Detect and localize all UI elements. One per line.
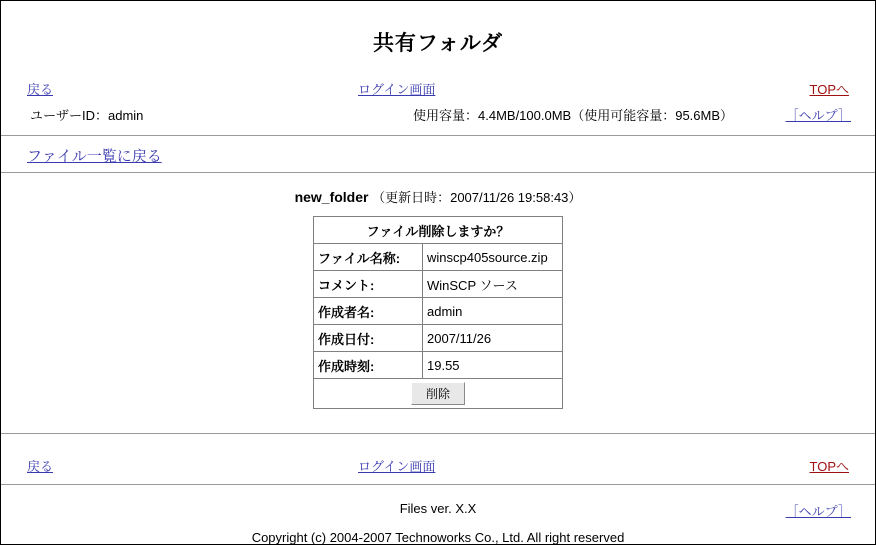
divider-top — [1, 135, 875, 136]
author-label: 作成者名: — [314, 298, 423, 325]
comment-value: WinSCP ソース — [423, 271, 563, 298]
created-time-label: 作成時刻: — [314, 352, 423, 379]
comment-label: コメント: — [314, 271, 423, 298]
back-to-file-list-row — [27, 145, 875, 166]
page-title: 共有フォルダ — [372, 32, 504, 55]
file-name-label: ファイル名称: — [314, 244, 423, 271]
top-link-bottom[interactable]: TOPへ — [809, 459, 849, 474]
table-header-row — [314, 217, 563, 244]
created-date-value: 2007/11/26 — [423, 325, 563, 352]
footer-row — [1, 501, 875, 521]
top-link-top[interactable]: TOPへ — [809, 82, 849, 97]
table-row — [314, 271, 563, 298]
table-action-row — [314, 379, 563, 409]
account-info-row — [1, 105, 875, 125]
delete-button-cell — [314, 379, 563, 409]
delete-confirm-panel — [313, 216, 563, 409]
delete-confirm-header: ファイル削除しますか？ — [314, 217, 563, 244]
version-link[interactable]: Files ver. X.X — [399, 501, 477, 516]
folder-info-row — [1, 187, 875, 206]
divider-footer — [1, 484, 875, 485]
folder-name: new_folder — [294, 189, 369, 205]
folder-updated: （更新日時：2007/11/26 19:58:43） — [372, 190, 582, 205]
created-time-value: 19.55 — [423, 352, 563, 379]
table-row — [314, 352, 563, 379]
login-screen-link-top[interactable]: ログイン画面 — [358, 82, 436, 97]
file-detail-table — [313, 216, 563, 409]
table-row — [314, 298, 563, 325]
author-value: admin — [423, 298, 563, 325]
user-id-label: ユーザーID：admin — [30, 108, 144, 123]
login-screen-link-bottom[interactable]: ログイン画面 — [358, 459, 436, 474]
help-link-bottom[interactable]: ［ヘルプ］ — [785, 504, 851, 519]
table-row — [314, 244, 563, 271]
created-date-label: 作成日付: — [314, 325, 423, 352]
back-link-bottom[interactable]: 戻る — [27, 459, 54, 474]
copyright-text: Copyright (c) 2004-2007 Technoworks Co., Ltd. All right reserved — [251, 530, 625, 545]
quota-label: 使用容量：4.4MB/100.0MB（使用可能容量：95.6MB） — [413, 108, 734, 123]
table-row — [314, 325, 563, 352]
help-link-top[interactable]: ［ヘルプ］ — [785, 108, 851, 123]
delete-button[interactable]: 削除 — [411, 382, 465, 405]
bottom-navigation — [1, 456, 875, 478]
back-link-top[interactable]: 戻る — [27, 82, 54, 97]
top-navigation — [1, 79, 875, 101]
divider-bottom — [1, 433, 875, 434]
file-name-value: winscp405source.zip — [423, 244, 563, 271]
back-to-file-list-link[interactable]: ファイル一覧に戻る — [27, 148, 162, 165]
divider-under-backlink — [1, 172, 875, 173]
